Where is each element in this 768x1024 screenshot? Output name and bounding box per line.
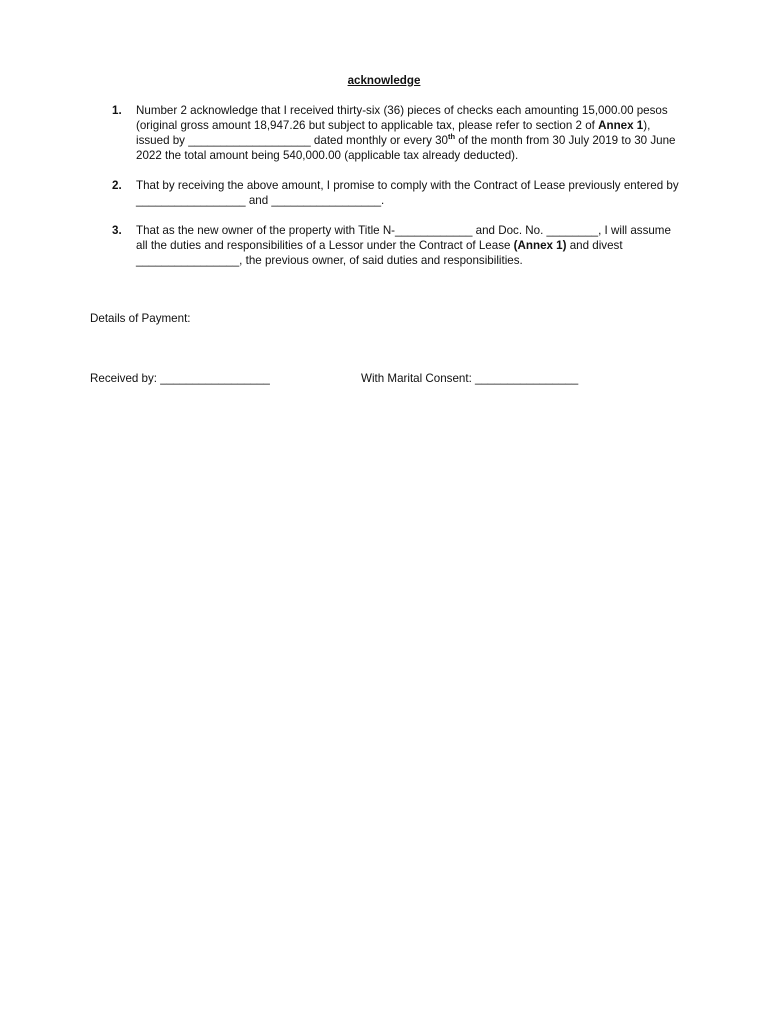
item-number: 2.	[112, 179, 122, 192]
item-number: 1.	[112, 104, 122, 117]
list-item	[112, 178, 682, 208]
signature-row	[90, 371, 690, 387]
list-item	[112, 223, 682, 268]
text-run: That by receiving the above amount, I promise to comply with the Contract of Lease previously entered by _________________ and _________________.	[136, 179, 679, 207]
ordinal-suffix: th	[447, 132, 456, 142]
text-run: ), issued by ___________________ dated monthly or every 30	[136, 119, 651, 147]
acknowledgment-list	[112, 103, 682, 283]
received-by-label: Received by: _________________	[90, 372, 270, 385]
marital-consent-label: With Marital Consent: ________________	[361, 372, 579, 385]
item-text	[136, 178, 682, 208]
text-run: That as the new owner of the property with Title N-____________ and Doc. No. ________, I will assume all the duties and responsibilities of a Lessor under the Contract of Lease	[136, 224, 671, 252]
item-number: 3.	[112, 224, 122, 237]
document-title: acknowledge	[347, 74, 421, 87]
item-text	[136, 103, 682, 163]
details-of-payment-label: Details of Payment:	[90, 312, 191, 325]
text-run: and divest ________________, the previous owner, of said duties and responsibilities.	[136, 239, 623, 267]
list-item	[112, 103, 682, 163]
annex-reference: Annex 1	[598, 119, 644, 132]
text-run: of the month from 30 July 2019 to 30 June 2022 the total amount being 540,000.00 (applicable tax already deducted).	[136, 134, 676, 162]
item-text	[136, 223, 682, 268]
annex-reference: (Annex 1)	[513, 239, 567, 252]
text-run: Number 2 acknowledge that I received thirty-six (36) pieces of checks each amounting 15,000.00 pesos (original gross amount 18,947.26 but subject to applicable tax, please refer to section 2 of	[136, 104, 668, 132]
